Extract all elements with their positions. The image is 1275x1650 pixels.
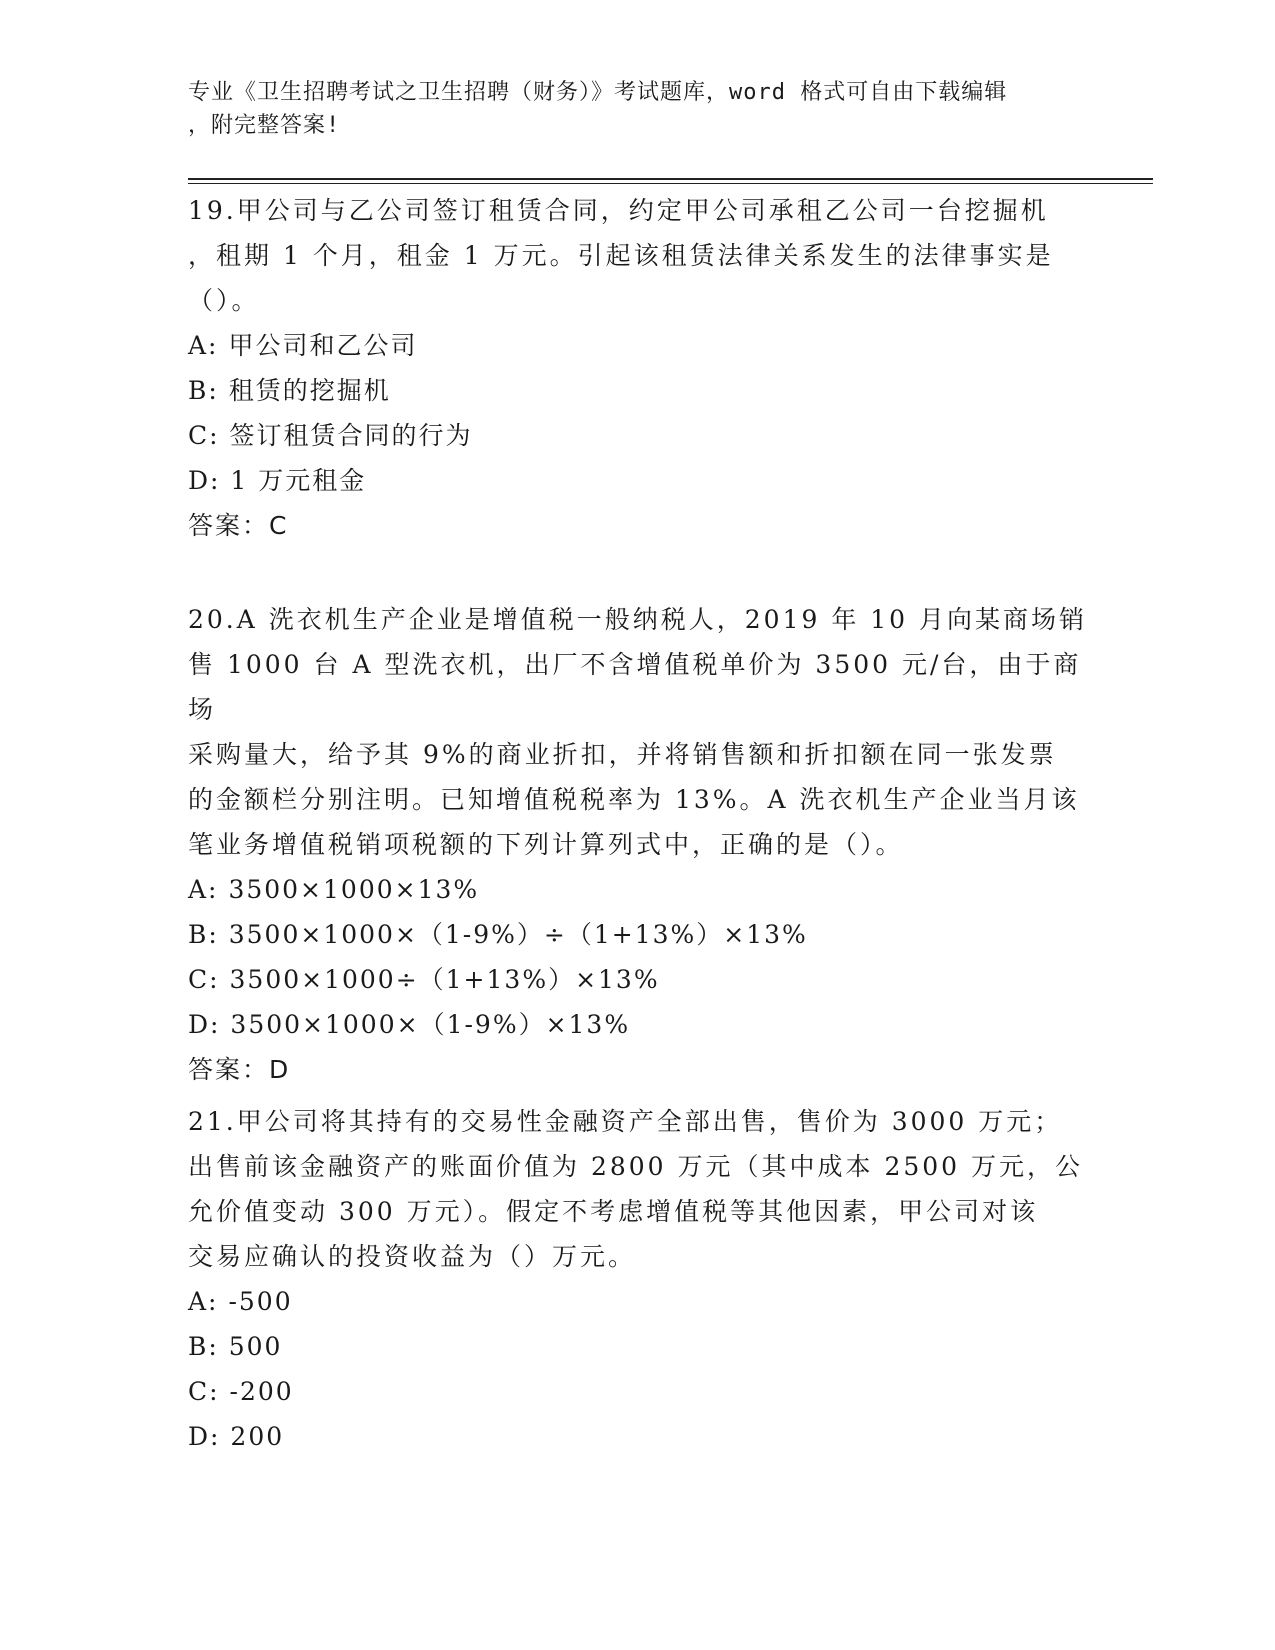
option-text: 1 万元租金 <box>230 466 367 495</box>
option-label: B: <box>188 920 219 949</box>
option-text: -200 <box>229 1377 294 1406</box>
option-label: D: <box>188 1422 221 1451</box>
question-stem-line: 交易应确认的投资收益为（）万元。 <box>188 1242 637 1271</box>
option-b <box>188 912 1088 957</box>
option-b <box>188 368 1088 413</box>
option-text: 租赁的挖掘机 <box>228 376 391 405</box>
option-a <box>188 867 1088 912</box>
answer: 答案：D <box>188 1055 291 1084</box>
option-label: C: <box>188 965 220 994</box>
header-rule-thick <box>188 178 1153 180</box>
option-label: B: <box>188 376 219 405</box>
question-19 <box>188 188 1088 548</box>
document-header <box>188 76 1088 142</box>
answer: 答案：C <box>188 511 289 540</box>
header-rule-thin <box>188 183 1153 184</box>
option-label: A: <box>188 331 219 360</box>
option-text: 3500×1000×（1-9%）×13% <box>230 1010 631 1039</box>
question-21 <box>188 1099 1088 1459</box>
option-label: C: <box>188 1377 220 1406</box>
option-label: D: <box>188 466 221 495</box>
option-text: 3500×1000×13% <box>228 875 480 904</box>
question-stem-line: 20.A 洗衣机生产企业是增值税一般纳税人，2019 年 10 月向某商场销 <box>188 605 1088 634</box>
option-label: A: <box>188 1287 219 1316</box>
option-label: D: <box>188 1010 221 1039</box>
question-stem-line: （）。 <box>188 286 260 315</box>
option-label: C: <box>188 421 220 450</box>
question-stem-line: 采购量大，给予其 9%的商业折扣，并将销售额和折扣额在同一张发票 <box>188 740 1057 769</box>
option-c <box>188 413 1088 458</box>
option-d <box>188 1002 1088 1047</box>
header-line-2: ，附完整答案! <box>188 113 341 138</box>
option-a <box>188 1279 1088 1324</box>
option-label: A: <box>188 875 219 904</box>
option-text: 甲公司和乙公司 <box>228 331 418 360</box>
option-text: 200 <box>230 1422 285 1451</box>
option-c <box>188 1369 1088 1414</box>
question-stem-line: 笔业务增值税销项税额的下列计算列式中，正确的是（）。 <box>188 830 904 859</box>
option-label: B: <box>188 1332 219 1361</box>
option-text: -500 <box>228 1287 293 1316</box>
option-d <box>188 1414 1088 1459</box>
option-text: 签订租赁合同的行为 <box>229 421 473 450</box>
option-b <box>188 1324 1088 1369</box>
option-text: 3500×1000÷（1+13%）×13% <box>229 965 660 994</box>
question-stem-line: ，租期 1 个月，租金 1 万元。引起该租赁法律关系发生的法律事实是 <box>188 241 1054 270</box>
question-stem-line: 出售前该金融资产的账面价值为 2800 万元（其中成本 2500 万元，公 <box>188 1152 1084 1181</box>
header-line-1: 专业《卫生招聘考试之卫生招聘（财务）》考试题库，word 格式可自由下载编辑 <box>188 80 1008 105</box>
option-c <box>188 957 1088 1002</box>
question-stem-line: 允价值变动 300 万元）。假定不考虑增值税等其他因素，甲公司对该 <box>188 1197 1039 1226</box>
option-a <box>188 323 1088 368</box>
question-stem-line: 21.甲公司将其持有的交易性金融资产全部出售，售价为 3000 万元； <box>188 1107 1063 1136</box>
option-text: 500 <box>228 1332 283 1361</box>
option-d <box>188 458 1088 503</box>
question-stem-line: 19.甲公司与乙公司签订租赁合同，约定甲公司承租乙公司一台挖掘机 <box>188 196 1049 225</box>
question-stem-line: 售 1000 台 A 型洗衣机，出厂不含增值税单价为 3500 元/台，由于商场 <box>188 650 1082 724</box>
option-text: 3500×1000×（1-9%）÷（1+13%）×13% <box>228 920 808 949</box>
question-20 <box>188 597 1088 1092</box>
question-stem-line: 的金额栏分别注明。已知增值税税率为 13%。A 洗衣机生产企业当月该 <box>188 785 1080 814</box>
